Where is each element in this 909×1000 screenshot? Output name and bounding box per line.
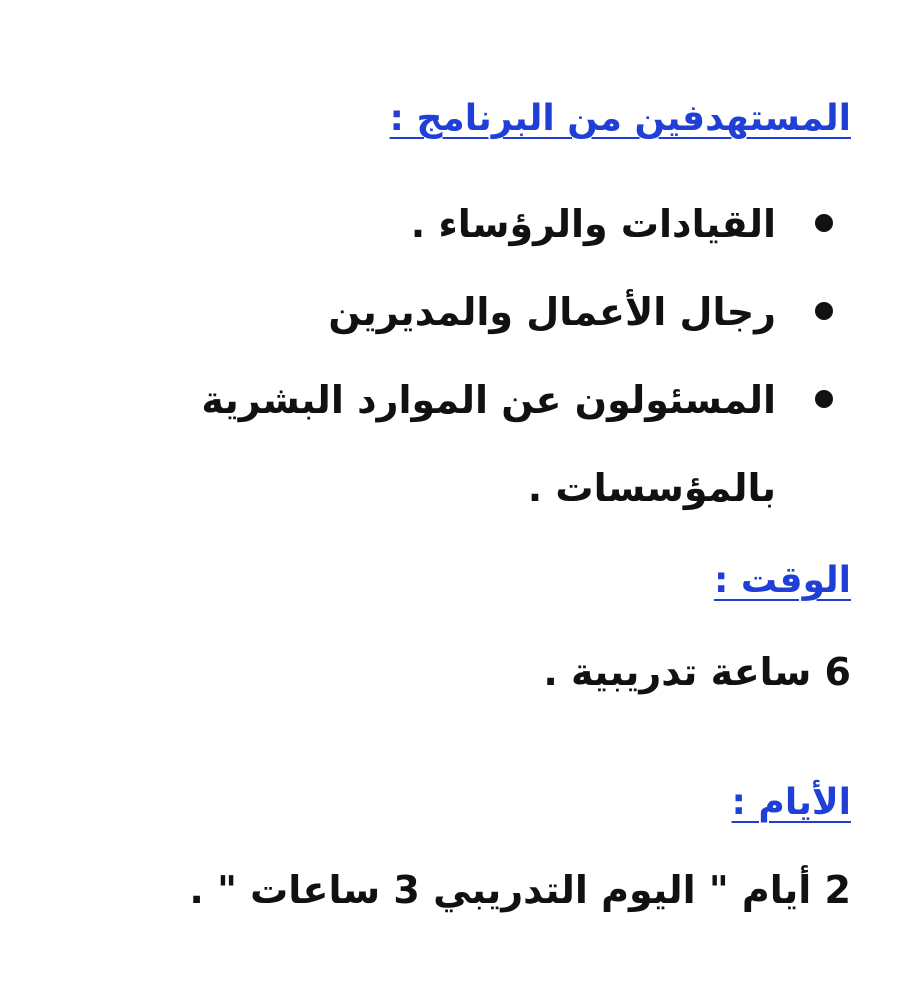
bullet-icon: [815, 214, 833, 232]
list-item-continuation: بالمؤسسات .: [527, 466, 776, 510]
bullet-icon: [815, 390, 833, 408]
audience-heading: المستهدفين من البرنامج :: [389, 98, 851, 139]
list-item-text: رجال الأعمال والمديرين: [328, 290, 776, 334]
list-item-text: القيادات والرؤساء .: [410, 202, 776, 246]
list-item: [51, 268, 851, 356]
days-text: 2 أيام " اليوم التدريبي 3 ساعات " .: [189, 868, 851, 912]
audience-list: [51, 180, 851, 532]
list-item-text: المسئولون عن الموارد البشرية: [201, 378, 776, 422]
time-heading: الوقت :: [713, 560, 851, 601]
list-item: [51, 180, 851, 268]
time-text: 6 ساعة تدريبية .: [543, 650, 851, 694]
bullet-icon: [815, 302, 833, 320]
days-heading: الأيام :: [731, 782, 851, 823]
list-item: [51, 356, 851, 532]
